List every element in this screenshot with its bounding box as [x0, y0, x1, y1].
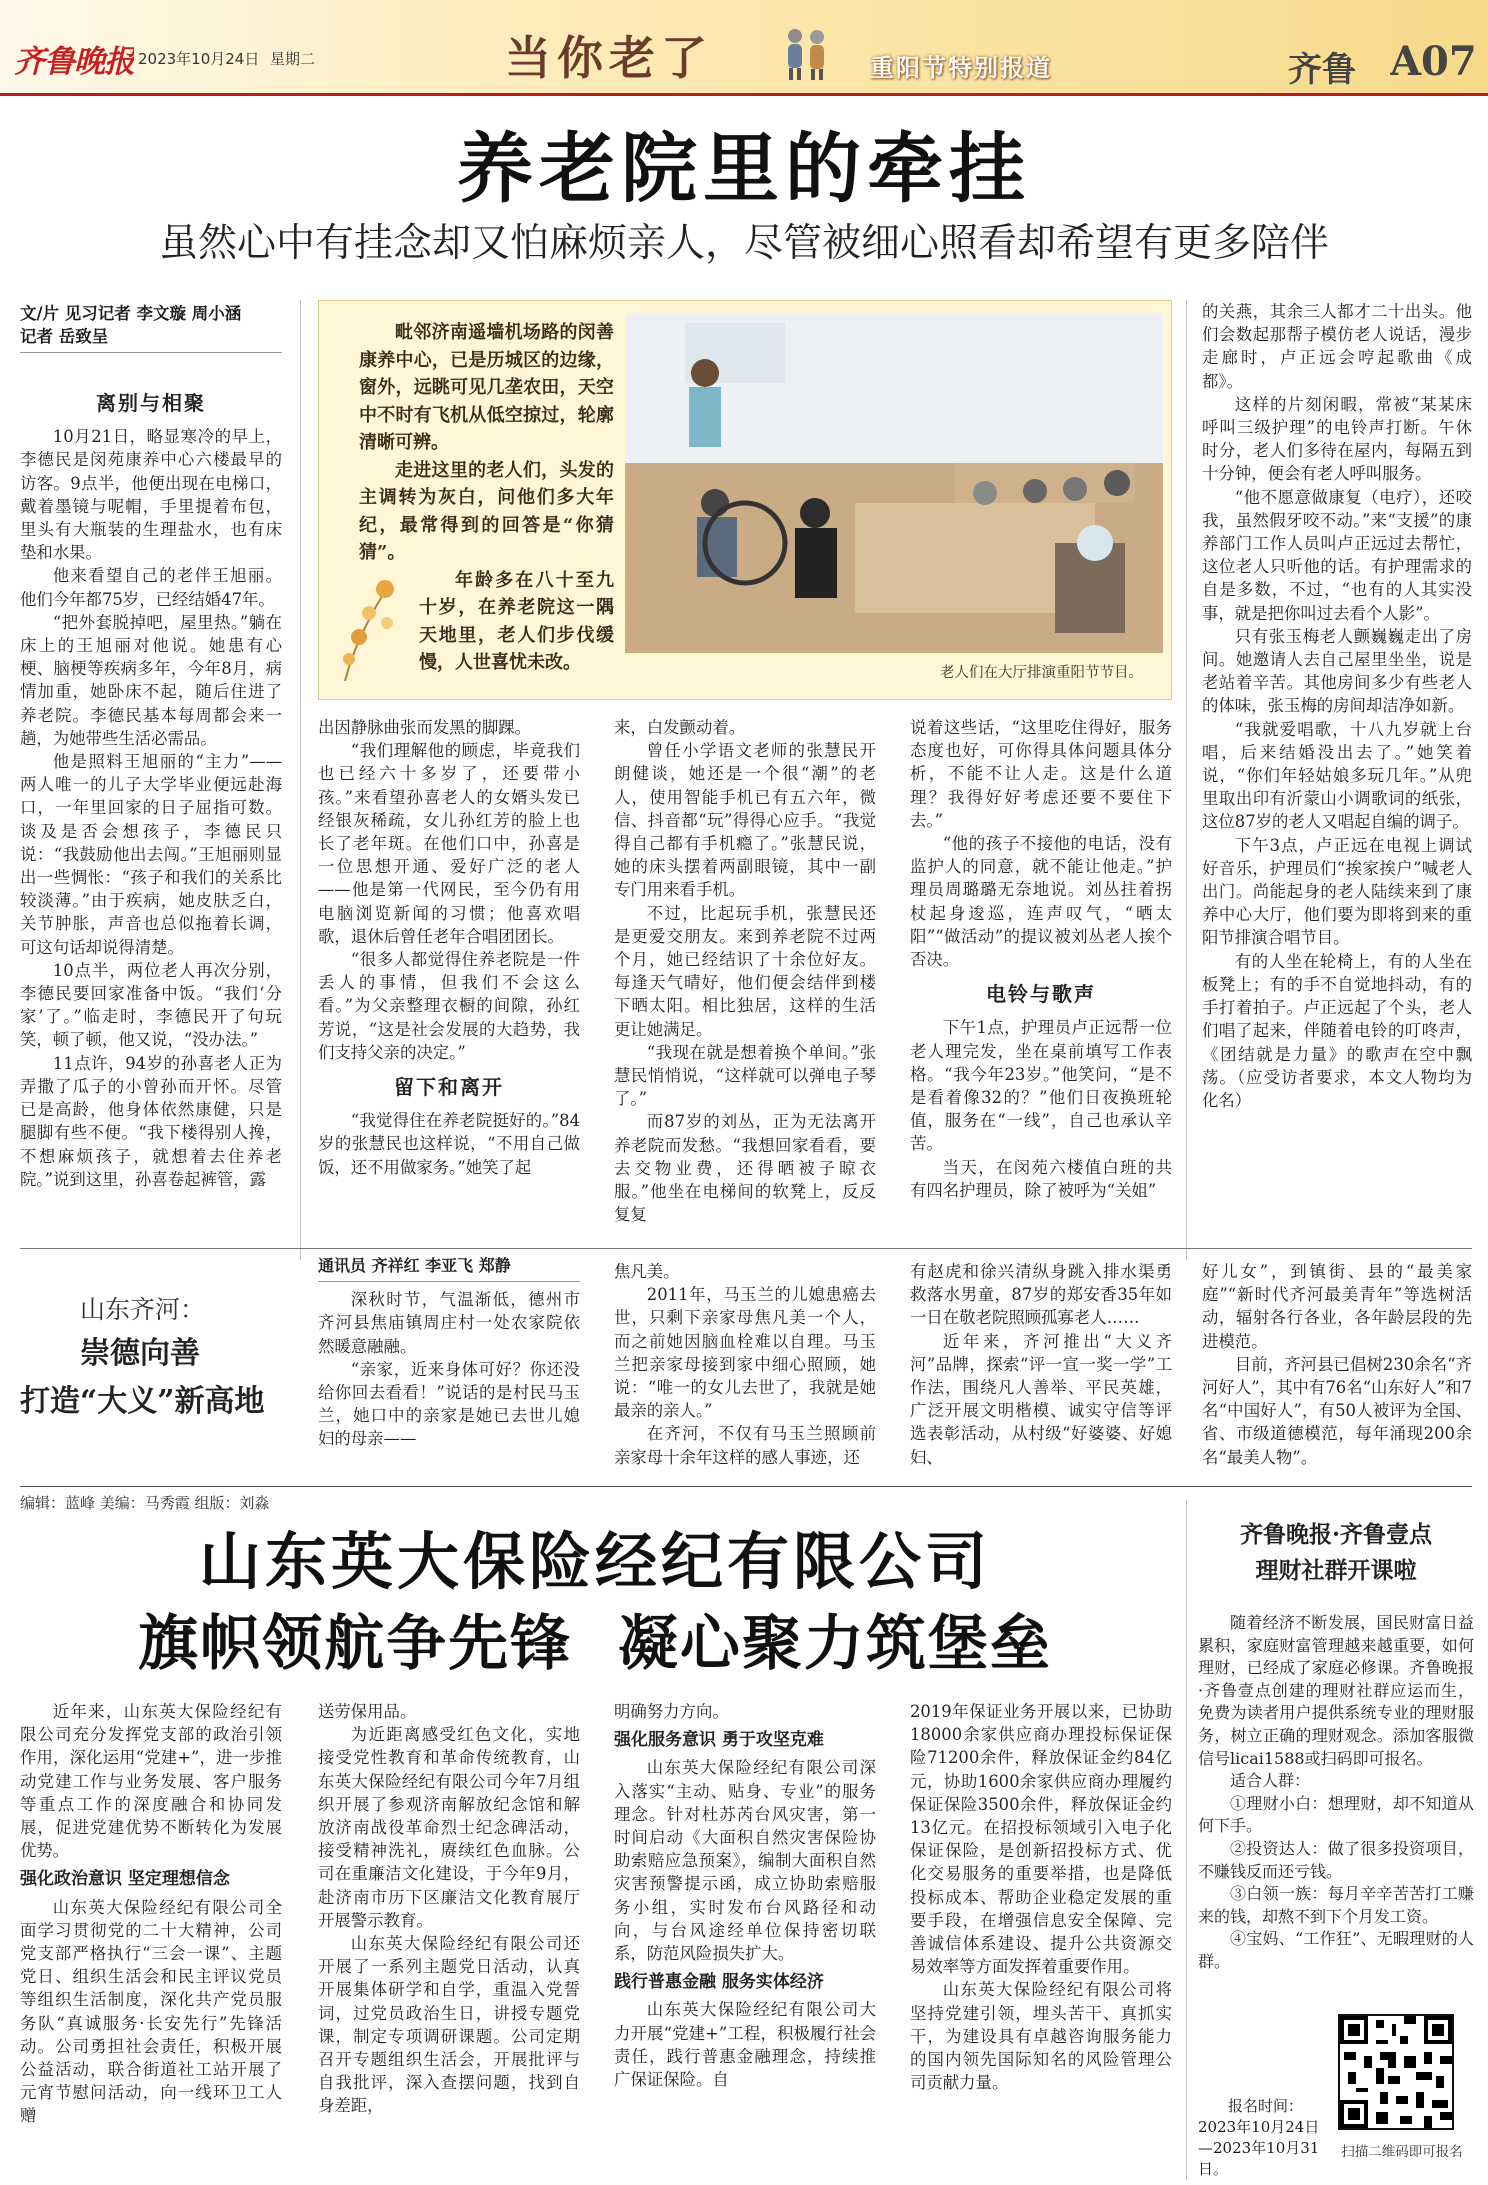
article-column: [910, 1260, 1172, 1474]
column-divider: [1186, 1500, 1187, 2180]
byline: [20, 302, 282, 348]
body-paragraph: 好儿女”，到镇街、县的“最美家庭”“新时代齐河最美青年”等选树活动，辐射各行各业，各年龄层段的先进模范。: [1202, 1262, 1472, 1351]
body-paragraph: “我觉得住在养老院挺好的。”84岁的张慧民也这样说，“不用自己做饭，还不用做家务。”她笑了起: [318, 1111, 580, 1177]
article-column: [1202, 300, 1472, 1260]
section-heading: 践行普惠金融 服务实体经济: [614, 1972, 824, 1993]
body-paragraph: 有赵虎和徐兴清纵身跳入排水渠勇救落水男童，87岁的郑安香35年如一日在敬老院照顾孤寡老人……: [910, 1262, 1172, 1328]
page-title: 养老院里的牵挂: [457, 124, 1031, 213]
article-column: [614, 716, 876, 1260]
body-paragraph: “我就爱唱歌，十八九岁就上台唱，后来结婚没出去了。”她笑着说，“你们年轻姑娘多玩几年。”从兜里取出印有沂蒙山小调歌词的纸张，这位87岁的老人又唱起自编的调子。: [1202, 719, 1472, 832]
section-heading: 强化政治意识 坚定理想信念: [20, 1869, 230, 1890]
photo-elderly-rehearsal: [625, 313, 1163, 653]
body-paragraph: 下午1点，护理员卢正远帮一位老人理完发，坐在桌前填写工作表格。“我今年23岁。”他笑问，“是不是看着像32的？”他们日夜换班轮值，服务在“一线”，自己也承认辛苦。: [910, 1018, 1172, 1154]
story2-title-line-1: 崇德向善: [80, 1336, 200, 1371]
section-rule: [20, 1248, 1472, 1249]
article-column: [910, 716, 1172, 1260]
body-paragraph: “我现在就是想着换个单间。”张慧民悄悄说，“这样就可以弹电子琴了。”: [614, 1042, 876, 1109]
body-paragraph: “亲家，近来身体可好？你还没给你回去看看！”说话的是村民马玉兰，她口中的亲家是她已去世儿媳妇的母亲——: [318, 1359, 580, 1449]
body-paragraph: 出因静脉曲张而发黑的脚踝。: [318, 718, 532, 737]
column-divider: [1186, 300, 1187, 1260]
box-audience-item: ①理财小白：想理财，却不知道从何下手。: [1198, 1793, 1474, 1836]
body-paragraph: 曾任小学语文老师的张慧民开朗健谈，她还是一个很“潮”的老人，使用智能手机已有五六年，微信、抖音都“玩”得得心应手。“我觉得自己都有手机瘾了。”张慧民说，她的床头摆着两副眼镜，其中一副专门用来看手机。: [614, 741, 876, 900]
page-number: A07: [1390, 38, 1477, 85]
page-subtitle: 虽然心中有挂念却又怕麻烦亲人，尽管被细心照看却希望有更多陪伴: [158, 221, 1329, 266]
body-paragraph: 说着这些话，“这里吃住得好，服务态度也好，可你得具体问题具体分析，不能不让人走。这是什么道理？我得好好考虑还要不要住下去。”: [910, 718, 1172, 830]
elderly-couple-icon: [780, 26, 832, 82]
photo-caption: 老人们在大厅排演重阳节节目。: [940, 665, 1143, 681]
finance-club-box: [1198, 1512, 1474, 2180]
lead-paragraph: 年龄多在八十至九十岁，在养老院这一隅天地里，老人们步伐缓慢，人世喜忧未改。: [419, 569, 614, 673]
byline-line-1: 文/片 见习记者 李文璇 周小涵: [20, 304, 242, 323]
box-deadline: [1198, 2096, 1326, 2180]
article-column: [318, 1254, 580, 1474]
section-name: 齐鲁: [1288, 50, 1356, 90]
body-paragraph: “把外套脱掉吧，屋里热。”躺在床上的王旭丽对他说。她患有心梗、脑梗等疾病多年，今年8月，病情加重，她卧床不起，随后住进了养老院。李德民基本每周都会来一趟，为她带些生活必需品。: [20, 612, 282, 748]
byline-rule: [20, 352, 282, 353]
special-report-title: 重阳节特别报道: [870, 53, 1052, 82]
body-paragraph: 他来看望自己的老伴王旭丽。他们今年都75岁，已经结婚47年。: [20, 566, 282, 609]
body-paragraph: 山东英大保险经纪有限公司将坚持党建引领，埋头苦干、真抓实干，为建设具有卓越咨询服务能力的国内领先国际知名的风险管理公司贡献力量。: [910, 1980, 1172, 2093]
body-paragraph: 他是照料王旭丽的“主力”——两人唯一的儿子大学毕业便远赴海口，一年里回家的日子屈指可数。谈及是否会想孩子，李德民只说：“我鼓励他出去闯。”王旭丽则显出一些惆怅：“孩子和我们的关系比较淡薄。”由于疾病，她皮肤乏白，关节肿胀，声音也总似拖着长调，可这句话却说得清楚。: [20, 752, 282, 957]
body-paragraph: 只有张玉梅老人颤巍巍走出了房间。她邀请人去自己屋里坐坐，说是老站着辛苦。其他房间多少有些老人的体味，张玉梅的房间却洁净如新。: [1202, 626, 1472, 716]
story2-title-line-2: 打造“大义”新高地: [20, 1384, 265, 1419]
story2-byline: 通讯员 齐祥红 李亚飞 郑静: [318, 1256, 511, 1275]
body-paragraph: “我们理解他的顾虑，毕竟我们也已经六十多岁了，还要带小孩。”来看望孙喜老人的女婿头发已经银灰稀疏，女儿孙红芳的脸上也长了老年斑。在他们口中，孙喜是一位思想开通、爱好广泛的老人——他是第一代网民，至今仍有用电脑浏览新闻的习惯；他喜欢唱歌，退休后曾任老年合唱团团长。: [318, 741, 580, 946]
body-paragraph: 送劳保用品。: [318, 1702, 417, 1721]
article-column: [318, 716, 580, 1260]
body-paragraph: 10点半，两位老人再次分别，李德民要回家准备中饭。“我们‘分家’了。”临走时，李德民开了句玩笑，顿了顿，他又说，“没办法。”: [20, 960, 282, 1050]
article-column: [1202, 1260, 1472, 1474]
photo: [625, 313, 1163, 653]
body-paragraph: 2011年，马玉兰的儿媳患癌去世，只剩下亲家母焦凡美一个人，而之前她因脑血栓难以自理。马玉兰把亲家母接到家中细心照顾，她说：“唯一的女儿去世了，我就是她最亲的亲人。”: [614, 1285, 876, 1421]
column-title: 当你老了: [505, 31, 713, 85]
section-heading: 离别与相聚: [96, 391, 206, 415]
section-heading: 留下和离开: [394, 1075, 504, 1100]
box-audience-label: 适合人群：: [1230, 1771, 1311, 1791]
body-paragraph: 当天，在闵苑六楼值白班的共有四名护理员，除了被呼为“关姐”: [910, 1157, 1172, 1200]
editors-rule: [20, 1486, 1472, 1487]
body-paragraph: 山东英大保险经纪有限公司深入落实“主动、贴身、专业”的服务理念。针对杜苏芮台风灾害，第一时间启动《大面积自然灾害保险协助索赔应急预案》，编制大面积自然灾害预警提示函，成立协助索赔服务小组，实时发布台风路径和动向，与台风途经单位保持密切联系，防范风险损失扩大。: [614, 1758, 876, 1964]
article-column: [20, 1700, 282, 2180]
lead-box: [318, 300, 1172, 700]
body-paragraph: 山东英大保险经纪有限公司全面学习贯彻党的二十大精神，公司党支部严格执行“三会一课”、主题党日、组织生活会和民主评议党员等组织生活制度，深化共产党员服务队“真诚服务·长安先行”先锋活动。公司勇担社会责任，积极开展公益活动，联合街道社工站开展了元宵节慰问活动，向一线环卫工人赠: [20, 1897, 282, 2126]
box-intro: 随着经济不断发展，国民财富日益累积，家庭财富管理越来越重要，如何理财，已经成了家庭必修课。齐鲁晚报·齐鲁壹点创建的理财社群应运而生，免费为读者用户提供系统专业的理财服务，树立正确的理财观念。添加客服微信号licai1588或扫码即可报名。: [1198, 1613, 1474, 1768]
issue-date: 2023年10月24日: [138, 50, 260, 68]
body-paragraph: 下午3点，卢正远在电视上调试好音乐，护理员们“挨家挨户”喊老人出门。尚能起身的老人陆续来到了康养中心大厅，他们要为即将到来的重阳节排演合唱节目。: [1202, 835, 1472, 948]
lead-paragraph: 走进这里的老人们，头发的主调转为灰白，问他们多大年纪，最常得到的回答是“你猜猜”。: [359, 459, 614, 563]
article-column: [318, 1700, 580, 2180]
ad-headline-line-2: 旗帜领航争先锋 凝心聚力筑堡垒: [138, 1609, 1052, 1679]
issue-weekday: 星期二: [270, 50, 316, 68]
body-paragraph: 11点许，94岁的孙喜老人正为弄撒了瓜子的小曾孙而开怀。尽管已是高龄，他身体依然康健，只是腿脚有些不便。“我下楼得别人搀，不想麻烦孩子，就想着去住养老院。”说到这里，孙喜卷起裤管，露: [20, 1053, 282, 1189]
body-paragraph: 有的人坐在轮椅上，有的人坐在板凳上；有的手不自觉地抖动，有的手打着拍子。卢正远起了个头，老人们唱了起来，伴随着电铃的叮咚声，《团结就是力量》的歌声在空中飘荡。（应受访者要求，本文人物均为化名）: [1202, 951, 1472, 1110]
box-audience-item: ④宝妈、“工作狂”、无暇理财的人群。: [1198, 1929, 1474, 1971]
body-paragraph: 2019年保证业务开展以来，已协助18000余家供应商办理投标保证保险71200余件，释放保证金约84亿元，协助1600余家供应商办理履约保证保险3500余件，释放保证金约13亿元。在招投标领域引入电子化保证保险，是创新招投标方式、优化交易服务的重要举措，也是降低投标成本、帮助企业稳定发展的重要手段，在增强信息安全保障、完善诚信体系建设、提升公共资源交易效率等方面发挥着重要作用。: [910, 1702, 1172, 1977]
body-paragraph: 焦凡美。: [614, 1262, 680, 1281]
body-paragraph: 深秋时节，气温渐低，德州市齐河县焦庙镇周庄村一处农家院依然暖意融融。: [318, 1290, 580, 1356]
body-paragraph: 这样的片刻闲暇，常被“某某床呼叫三级护理”的电铃声打断。午休时分，老人们多待在屋内，每隔五到十分钟，便会有老人呼叫服务。: [1202, 394, 1472, 484]
ad-headline-line-1: 山东英大保险经纪有限公司: [198, 1525, 991, 1598]
box-title-line-1: 齐鲁晚报·齐鲁壹点: [1239, 1521, 1432, 1548]
section-heading: 电铃与歌声: [986, 982, 1096, 1007]
body-paragraph: 的关燕，其余三人都才二十出头。他们会数起那帮子模仿老人说话，漫步走廊时，卢正远会哼起歌曲《成都》。: [1202, 302, 1472, 391]
deadline-value: 2023年10月24日—2023年10月31日。: [1198, 2118, 1320, 2178]
column-divider: [300, 300, 301, 1260]
qr-caption: 扫描二维码即可报名: [1341, 2144, 1463, 2160]
page-header: [0, 0, 1488, 96]
body-paragraph: “他的孩子不接他的电话，没有监护人的同意，就不能让他走。”护理员周璐璐无奈地说。刘丛拄着拐杖起身逡巡，连声叹气，“晒太阳”“做活动”的提议被刘丛老人挨个否决。: [910, 834, 1172, 970]
box-audience-item: ②投资达人：做了很多投资项目，不赚钱反而还亏钱。: [1198, 1838, 1474, 1881]
box-audience-item: ③白领一族：每月辛辛苦苦打工赚来的钱，却熬不到下个月发工资。: [1198, 1884, 1474, 1926]
body-paragraph: 10月21日，略显寒冷的早上，李德民是闵苑康养中心六楼最早的访客。9点半，他便出现在电梯口，戴着墨镜与呢帽，手里提着布包，里头有大瓶装的生理盐水，也有床垫和水果。: [20, 427, 282, 563]
article-column: [910, 1700, 1172, 2180]
body-paragraph: 为近距离感受红色文化，实地接受党性教育和革命传统教育，山东英大保险经纪有限公司今年7月组织开展了参观济南解放纪念馆和解放济南战役革命烈士纪念碑活动，接受精神洗礼，赓续红色血脉。公司在重廉洁文化建设，于今年9月，赴济南市历下区廉洁文化教育展厅开展警示教育。: [318, 1725, 580, 1930]
body-paragraph: 不过，比起玩手机，张慧民还是更爱交朋友。来到养老院不过两个月，她已经结识了十余位好友。每逢天气晴好，他们便会结伴到楼下晒太阳。相比独居，这样的生活更让她满足。: [614, 903, 876, 1039]
body-paragraph: 山东英大保险经纪有限公司还开展了一系列主题党日活动，认真开展集体研学和自学，重温入党誓词，过党员政治生日，讲授专题党课，制定专项调研课题。公司定期召开专题组织生活会，开展批评与自我批评，深入查摆问题，找到自身差距，: [318, 1934, 580, 2116]
story2-kicker: 山东齐河：: [80, 1295, 206, 1324]
lead-text: [359, 319, 614, 677]
section-heading: 强化服务意识 勇于攻坚克难: [614, 1730, 824, 1751]
body-paragraph: 来，白发颤动着。: [614, 718, 746, 737]
body-paragraph: 在齐河，不仅有马玉兰照顾前亲家母十余年这样的感人事迹，还: [614, 1424, 876, 1467]
body-paragraph: 山东英大保险经纪有限公司大力开展“党建+”工程，积极履行社会责任，践行普惠金融理念，持续推广保证保险。自: [614, 2000, 876, 2090]
deadline-label: 报名时间：: [1228, 2097, 1304, 2115]
body-paragraph: 近年来，山东英大保险经纪有限公司充分发挥党支部的政治引领作用，深化运用“党建+”，进一步推动党建工作与业务发展、客户服务等重点工作的深度融合和协同发展，促进党建优势不断转化为发展优势。: [20, 1702, 282, 1861]
lead-paragraph: 毗邻济南遥墙机场路的闵善康养中心，已是历城区的边缘，窗外，远眺可见几垄农田，天空中不时有飞机从低空掠过，轮廓清晰可辨。: [359, 322, 614, 453]
editors-credit: 编辑：蓝峰 美编：马秀霞 组版：刘淼: [20, 1494, 270, 1512]
byline-line-2: 记者 岳致呈: [20, 327, 109, 346]
qr-code-icon[interactable]: [1338, 2014, 1454, 2130]
article-column: [20, 380, 282, 1260]
body-paragraph: 而87岁的刘丛，正为无法离开养老院而发愁。“我想回家看看，要去交物业费，还得晒被子晾衣服。”他坐在电梯间的软凳上，反反复复: [614, 1112, 876, 1225]
body-paragraph: 目前，齐河县已倡树230余名“齐河好人”，其中有76名“山东好人”和7名“中国好人”，有50人被评为全国、省、市级道德模范，每年涌现200余名“最美人物”。: [1202, 1354, 1472, 1467]
body-paragraph: 近年来，齐河推出“大义齐河”品牌，探索“评一宣一奖一学”工作法，围绕凡人善举、平民英雄，广泛开展文明楷模、诚实守信等评选表彰活动，从村级“好婆婆、好媳妇、: [910, 1331, 1172, 1467]
article-column: [614, 1260, 876, 1474]
box-title-line-2: 理财社群开课啦: [1255, 1557, 1417, 1584]
body-paragraph: “他不愿意做康复（电疗），还咬我，虽然假牙咬不动。”来“支援”的康养部门工作人员叫卢正远过去帮忙，这位老人只听他的话。有护理需求的自是多数，不过，“也有的人其实没事，就是把你叫过去看个人影”。: [1202, 487, 1472, 623]
body-paragraph: 明确努力方向。: [614, 1702, 729, 1721]
body-paragraph: “很多人都觉得住养老院是一件丢人的事情，但我们不会这么看。”为父亲整理衣橱的间隙，孙红芳说，“这是社会发展的大趋势，我们支持父亲的决定。”: [318, 950, 580, 1062]
story2-title-block: [20, 1280, 300, 1440]
masthead: 齐鲁晚报: [14, 44, 134, 80]
article-column: [614, 1700, 876, 2180]
